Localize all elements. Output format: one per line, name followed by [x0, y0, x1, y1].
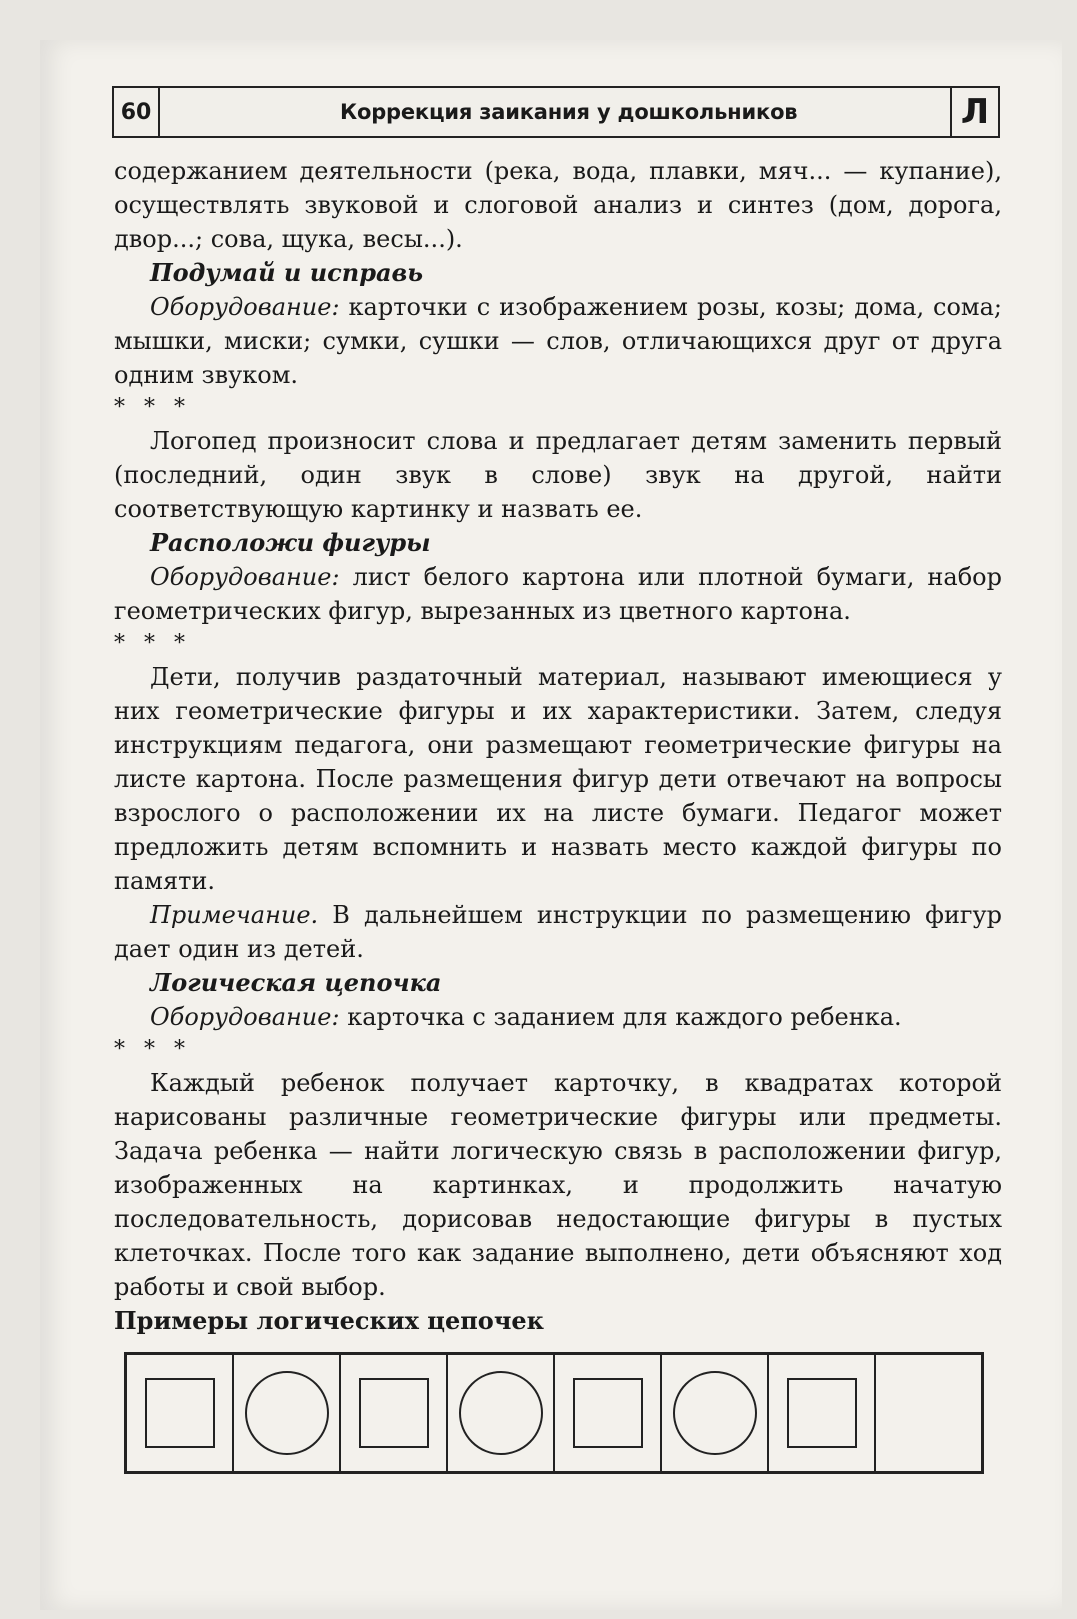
section-divider-stars: * * *: [114, 395, 191, 420]
square-shape: [787, 1378, 857, 1448]
note-paragraph: [114, 898, 1002, 966]
chain-cell: [555, 1355, 662, 1471]
equipment-label: Оборудование:: [150, 563, 340, 591]
chain-cell: [341, 1355, 448, 1471]
square-shape: [145, 1378, 215, 1448]
exercise-body: Логопед произносит слова и предлагает детям заменить первый (последний, один звук в слове) звук на другой, найти соответствующую картинку и назвать ее.: [114, 427, 1002, 523]
circle-shape: [245, 1371, 329, 1455]
section-divider-stars: * * *: [114, 1037, 191, 1062]
equipment-text: карточка с заданием для каждого ребенка.: [347, 1003, 902, 1031]
running-title: Коррекция заикания у дошкольников: [340, 100, 798, 124]
note-text: В дальнейшем инструкции по размещению фигур дает один из детей.: [114, 901, 1002, 963]
logic-chain-figure: [124, 1352, 984, 1474]
section-letter: Л: [950, 88, 998, 136]
equipment-text: лист белого картона или плотной бумаги, набор геометрических фигур, вырезанных из цветного картона.: [114, 563, 1002, 625]
exercise-title: Расположи фигуры: [150, 528, 431, 557]
note-label: Примечание.: [150, 901, 319, 929]
exercise-title: Подумай и исправь: [150, 258, 424, 287]
square-shape: [359, 1378, 429, 1448]
chain-cell: [662, 1355, 769, 1471]
figure-caption: Примеры логических цепочек: [114, 1306, 544, 1335]
exercise-title: Логическая цепочка: [150, 968, 442, 997]
equipment-label: Оборудование:: [150, 293, 340, 321]
section-divider-stars: * * *: [114, 631, 191, 656]
chain-cell: [769, 1355, 876, 1471]
chain-cell: [234, 1355, 341, 1471]
chain-cell: [448, 1355, 555, 1471]
page-content: [114, 154, 1002, 1338]
chain-cell-empty: [876, 1355, 981, 1471]
exercise-body: Дети, получив раздаточный материал, называют имеющиеся у них геометрические фигуры и их характеристики. Затем, следуя инструкциям педагога, они размещают геометрические фигуры на листе картона. После размещения фигур дети отвечают на вопросы взрослого о расположении их на листе бумаги. Педагог может предложить детям вспомнить и назвать место каждой фигуры по памяти.: [114, 663, 1002, 895]
chain-cell: [127, 1355, 234, 1471]
exercise-body: Каждый ребенок получает карточку, в квадратах которой нарисованы различные геометрические фигуры или предметы. Задача ребенка — найти логическую связь в расположении фигур, изображенных на картинках, и продолжить начатую последовательность, дорисовав недостающие фигуры в пустых клеточках. После того как задание выполнено, дети объясняют ход работы и свой выбор.: [114, 1069, 1002, 1301]
page-header: [112, 86, 1000, 138]
equipment-paragraph: [114, 1000, 1002, 1034]
equipment-paragraph: [114, 290, 1002, 392]
equipment-paragraph: [114, 560, 1002, 628]
equipment-label: Оборудование:: [150, 1003, 340, 1031]
circle-shape: [459, 1371, 543, 1455]
intro-paragraph: содержанием деятельности (река, вода, плавки, мяч... — купание), осуществлять звуковой и слоговой анализ и синтез (дом, дорога, двор...; сова, щука, весы...).: [114, 157, 1002, 253]
square-shape: [573, 1378, 643, 1448]
page-number: 60: [114, 88, 160, 136]
circle-shape: [673, 1371, 757, 1455]
equipment-text: карточки с изображением розы, козы; дома, сома; мышки, миски; сумки, сушки — слов, отличающихся друг от друга одним звуком.: [114, 293, 1002, 389]
